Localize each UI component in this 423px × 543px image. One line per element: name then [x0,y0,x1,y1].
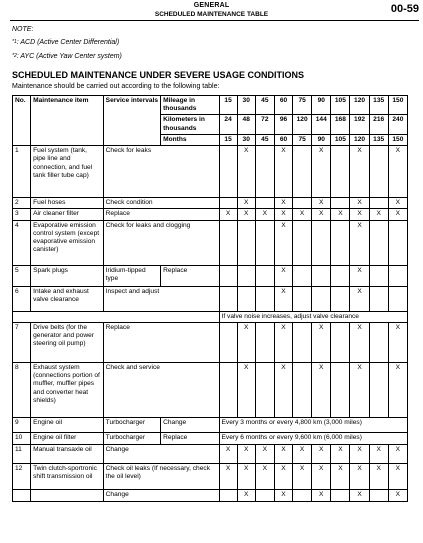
interval-mark: X [274,444,292,463]
note-mark: *1 [12,39,17,45]
table-row [13,322,408,362]
interval-mark [219,220,237,265]
interval-mark [237,286,255,311]
maintenance-item: Drive belts (for the generator and power steering oil pump) [31,322,104,362]
note-item-2 [12,53,122,60]
mileage-cell: 90 [312,96,331,115]
col-no-header: No. [13,96,31,146]
table-row [13,265,408,286]
interval-mark: X [293,463,312,489]
interval-note: Every 3 months or every 4,800 km (3,000 miles) [219,417,407,432]
interval-note: Every 6 months or every 9,600 km (6,000 miles) [219,432,407,444]
interval-mark [331,286,350,311]
maintenance-item: Exhaust system (connections portion of muffler, muffler pipes and converter heat shields) [31,362,104,417]
interval-mark: X [350,146,369,198]
interval-mark [312,286,331,311]
service-interval: Turbocharger [103,432,160,444]
interval-mark: X [388,362,407,417]
service-interval: Check for leaks and clogging [103,220,219,265]
interval-mark [237,220,255,265]
interval-mark: X [237,146,255,198]
maintenance-table [12,95,408,502]
table-row [13,417,408,432]
interval-mark [388,265,407,286]
months-cell: 30 [237,134,255,145]
interval-mark: X [274,463,292,489]
service-action: Replace [161,265,219,286]
row-number: 1 [13,146,31,198]
interval-mark [331,265,350,286]
col-interval-header: Service intervals [103,96,160,146]
maintenance-item: Engine oil [31,417,104,432]
interval-mark: X [388,322,407,362]
service-interval: Replace [103,322,219,362]
mileage-cell: 60 [274,96,292,115]
interval-mark: X [350,265,369,286]
interval-mark: X [293,444,312,463]
table-row [13,489,408,501]
interval-mark [255,489,274,501]
section-subtitle: SCHEDULED MAINTENANCE TABLE [154,11,269,18]
note-text: : ACD (Active Center Differential) [16,39,120,46]
mileage-cell: 45 [255,96,274,115]
note-spacer [13,311,220,322]
interval-mark: X [274,198,292,209]
row-number: 4 [13,220,31,265]
interval-mark: X [331,444,350,463]
row-number: 12 [13,463,31,489]
table-row [13,198,408,209]
km-cell: 216 [369,115,388,134]
interval-mark [219,362,237,417]
interval-mark [312,265,331,286]
section-title: SCHEDULED MAINTENANCE UNDER SEVERE USAGE CONDITIONS [12,70,305,80]
maintenance-item: Spark plugs [31,265,104,286]
interval-mark: X [237,362,255,417]
interval-mark: X [255,444,274,463]
maintenance-item [31,489,104,501]
months-cell: 15 [219,134,237,145]
section-name: GENERAL [193,2,230,9]
interval-mark [388,220,407,265]
row-number: 5 [13,265,31,286]
interval-mark [219,265,237,286]
maintenance-item: Twin clutch-sportronic shift transmission oil [31,463,104,489]
service-interval: Iridium-tipped type [103,265,160,286]
interval-mark: X [350,463,369,489]
months-cell: 75 [293,134,312,145]
maintenance-item: Fuel hoses [31,198,104,209]
months-label: Months [161,134,219,145]
interval-mark [369,198,388,209]
interval-mark [331,220,350,265]
interval-mark: X [350,220,369,265]
interval-mark: X [350,489,369,501]
table-row [13,146,408,198]
interval-mark: X [350,322,369,362]
months-cell: 45 [255,134,274,145]
interval-mark: X [274,362,292,417]
interval-mark: X [312,489,331,501]
interval-mark: X [255,463,274,489]
interval-mark: X [312,209,331,220]
table-row [13,209,408,220]
interval-mark: X [312,444,331,463]
service-interval: Check for leaks [103,146,219,198]
interval-mark: X [274,489,292,501]
months-cell: 90 [312,134,331,145]
table-row [13,444,408,463]
interval-mark: X [388,198,407,209]
interval-mark [331,322,350,362]
months-cell: 135 [369,134,388,145]
col-item-header: Maintenance item [31,96,104,146]
interval-mark [369,286,388,311]
interval-mark: X [255,209,274,220]
maintenance-item: Engine oil filter [31,432,104,444]
interval-mark [255,146,274,198]
km-cell: 192 [350,115,369,134]
interval-mark: X [388,489,407,501]
km-cell: 72 [255,115,274,134]
km-cell: 240 [388,115,407,134]
interval-mark [293,198,312,209]
interval-mark [388,286,407,311]
header-row-mileage [13,96,408,115]
interval-mark [369,265,388,286]
section-intro: Maintenance should be carried out according to the following table: [12,83,220,90]
service-interval: Change [103,489,219,501]
interval-mark: X [312,463,331,489]
service-interval: Check condition [103,198,219,209]
interval-mark [369,322,388,362]
row-number [13,489,31,501]
interval-mark [331,489,350,501]
months-cell: 105 [331,134,350,145]
service-interval: Replace [103,209,219,220]
service-interval: Change [103,444,219,463]
row-number: 9 [13,417,31,432]
row-number: 2 [13,198,31,209]
mileage-cell: 30 [237,96,255,115]
maintenance-item: Manual transaxle oil [31,444,104,463]
interval-mark: X [237,209,255,220]
km-cell: 168 [331,115,350,134]
table-row [13,286,408,311]
header-divider [10,20,419,21]
mileage-cell: 135 [369,96,388,115]
table-row-note [13,311,408,322]
interval-mark [369,146,388,198]
interval-mark: X [388,146,407,198]
service-interval: Check and service [103,362,219,417]
months-cell: 60 [274,134,292,145]
interval-mark: X [274,265,292,286]
interval-mark [331,362,350,417]
interval-mark [369,489,388,501]
interval-mark: X [388,463,407,489]
km-cell: 144 [312,115,331,134]
interval-mark [293,322,312,362]
interval-mark: X [312,362,331,417]
interval-mark [219,146,237,198]
row-number: 11 [13,444,31,463]
interval-mark [293,220,312,265]
interval-mark [237,265,255,286]
maintenance-item: Evaporative emission control system (except evaporative emission canister) [31,220,104,265]
interval-mark: X [237,322,255,362]
interval-mark: X [388,444,407,463]
table-row [13,220,408,265]
interval-mark [255,220,274,265]
interval-mark [255,198,274,209]
interval-note: If valve noise increases, adjust valve clearance [219,311,407,322]
interval-mark: X [274,146,292,198]
km-cell: 120 [293,115,312,134]
table-body [13,146,408,502]
interval-mark: X [331,209,350,220]
interval-mark: X [312,146,331,198]
interval-mark: X [369,463,388,489]
interval-mark [219,198,237,209]
page-header [0,0,423,22]
interval-mark: X [219,209,237,220]
mileage-cell: 75 [293,96,312,115]
interval-mark [219,322,237,362]
km-cell: 48 [237,115,255,134]
page-number: 00-59 [390,3,419,15]
mileage-cell: 150 [388,96,407,115]
interval-mark [219,286,237,311]
km-cell: 96 [274,115,292,134]
interval-mark [255,322,274,362]
interval-mark: X [350,362,369,417]
row-number: 8 [13,362,31,417]
maintenance-item: Air cleaner filter [31,209,104,220]
interval-mark [293,286,312,311]
interval-mark: X [312,198,331,209]
interval-mark: X [350,198,369,209]
maintenance-item: Intake and exhaust valve clearance [31,286,104,311]
mileage-cell: 105 [331,96,350,115]
interval-mark: X [350,286,369,311]
interval-mark: X [237,463,255,489]
row-number: 3 [13,209,31,220]
table-row [13,362,408,417]
row-number: 6 [13,286,31,311]
interval-mark [255,286,274,311]
maintenance-item: Fuel system (tank, pipe line and connection, and fuel tank filler tube cap) [31,146,104,198]
interval-mark [293,489,312,501]
row-number: 7 [13,322,31,362]
table-row [13,432,408,444]
interval-mark [369,362,388,417]
note-item-1 [12,39,119,46]
service-interval: Turbocharger [103,417,160,432]
interval-mark [293,362,312,417]
service-action: Replace [161,432,219,444]
interval-mark: X [219,444,237,463]
interval-mark: X [350,209,369,220]
interval-mark: X [350,444,369,463]
interval-mark [312,220,331,265]
table-row [13,463,408,489]
interval-mark: X [237,444,255,463]
interval-mark: X [274,322,292,362]
interval-mark [331,146,350,198]
mileage-cell: 15 [219,96,237,115]
interval-mark: X [237,489,255,501]
interval-mark: X [369,209,388,220]
interval-mark: X [388,209,407,220]
interval-mark [293,146,312,198]
note-text: : AYC (Active Yaw Center system) [16,53,122,60]
service-action: Change [161,417,219,432]
interval-mark [369,220,388,265]
interval-mark: X [293,209,312,220]
interval-mark: X [331,463,350,489]
interval-mark: X [369,444,388,463]
interval-mark [255,265,274,286]
months-cell: 120 [350,134,369,145]
interval-mark: X [274,220,292,265]
interval-mark [331,198,350,209]
service-interval: Check oil leaks (If necessary, check the oil level) [103,463,219,489]
service-interval: Inspect and adjust [103,286,219,311]
interval-mark [219,489,237,501]
interval-mark: X [237,198,255,209]
km-label: Kilometers in thousands [161,115,219,134]
km-cell: 24 [219,115,237,134]
interval-mark: X [274,209,292,220]
interval-mark [255,362,274,417]
mileage-label: Mileage in thousands [161,96,219,115]
row-number: 10 [13,432,31,444]
interval-mark: X [274,286,292,311]
interval-mark: X [312,322,331,362]
note-title: NOTE: [12,26,34,33]
months-cell: 150 [388,134,407,145]
interval-mark: X [219,463,237,489]
mileage-cell: 120 [350,96,369,115]
note-mark: *2 [12,53,17,59]
interval-mark [293,265,312,286]
